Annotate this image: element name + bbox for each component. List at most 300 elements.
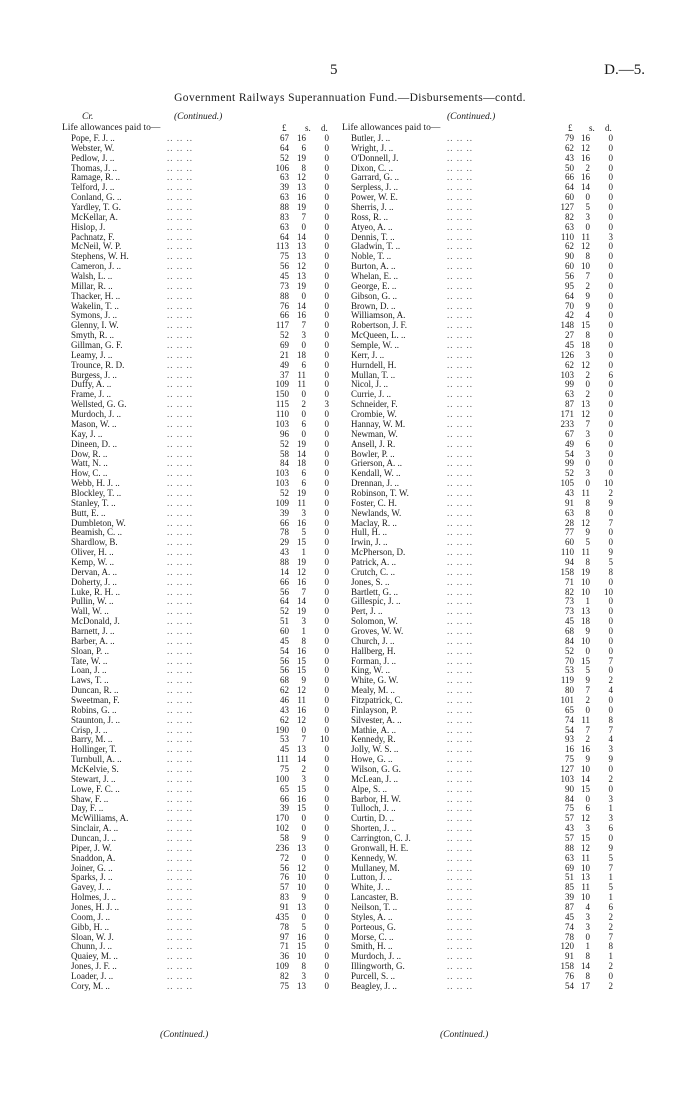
payee-name: Lutton, J. ..: [351, 872, 393, 883]
payee-name: Smyth, R. ..: [71, 330, 115, 341]
amount-shillings: 3: [301, 507, 306, 518]
payee-name: Mullan, T. ..: [351, 369, 396, 380]
payee-name: Brown, D. ..: [351, 300, 396, 311]
amount-shillings: 15: [581, 833, 590, 844]
amount-shillings: 5: [301, 921, 306, 932]
amount-pounds: 66: [280, 576, 289, 587]
amount-shillings: 0: [301, 290, 306, 301]
amount-pence: 0: [608, 241, 613, 252]
leader-dots: .. .. ..: [167, 231, 193, 242]
payee-name: Barry, M. ..: [71, 734, 113, 745]
amount-pence: 0: [324, 192, 329, 203]
amount-pence: 0: [324, 773, 329, 784]
payee-name: Crombie, W.: [351, 409, 397, 420]
payee-name: Fitzpatrick, C.: [351, 694, 403, 705]
amount-pounds: 43: [565, 823, 574, 834]
payee-name: Tate, W. ..: [71, 655, 108, 666]
shillings-header-left: s.: [305, 123, 311, 133]
amount-pounds: 111: [276, 754, 289, 765]
payee-name: Loader, J. ..: [71, 971, 114, 982]
leader-dots: .. .. ..: [447, 133, 473, 143]
amount-shillings: 15: [581, 783, 590, 794]
amount-pounds: 58: [280, 448, 289, 459]
payee-name: Pope, F. J. ..: [71, 133, 115, 143]
amount-shillings: 10: [297, 882, 306, 893]
amount-pence: 0: [608, 783, 613, 794]
amount-pence: 10: [604, 478, 613, 489]
leader-dots: .. .. ..: [447, 882, 473, 893]
amount-shillings: 11: [581, 547, 590, 558]
amount-shillings: 2: [585, 734, 590, 745]
amount-pounds: 78: [280, 921, 289, 932]
amount-shillings: 15: [297, 941, 306, 952]
amount-pence: 7: [608, 724, 613, 735]
amount-pence: 6: [608, 902, 613, 913]
amount-shillings: 0: [585, 704, 590, 715]
payee-name: McDonald, J.: [71, 616, 120, 627]
amount-pence: 0: [324, 635, 329, 646]
amount-pence: 0: [608, 576, 613, 587]
amount-pounds: 60: [280, 625, 289, 636]
amount-shillings: 4: [585, 902, 590, 913]
amount-pounds: 45: [565, 911, 574, 922]
amount-shillings: 0: [585, 478, 590, 489]
payee-name: Barber, A. ..: [71, 635, 115, 646]
amount-shillings: 10: [581, 576, 590, 587]
amount-shillings: 11: [297, 369, 306, 380]
amount-pounds: 84: [565, 635, 574, 646]
amount-pence: 0: [608, 271, 613, 282]
leader-dots: .. .. ..: [447, 892, 473, 903]
amount-pence: 0: [324, 330, 329, 341]
amount-shillings: 16: [297, 133, 306, 143]
amount-pence: 0: [324, 714, 329, 725]
payee-name: Currie, J. ..: [351, 389, 391, 400]
payee-name: Blockley, T. ..: [71, 487, 122, 498]
amount-pounds: 103: [275, 478, 289, 489]
leader-dots: .. .. ..: [167, 507, 193, 518]
allowance-row: [62, 420, 334, 430]
payee-name: Millar, R. ..: [71, 280, 113, 291]
payee-name: Duncan, J. ..: [71, 833, 116, 844]
amount-shillings: 0: [585, 458, 590, 469]
amount-pounds: 94: [565, 556, 574, 567]
payee-name: Hislop, J.: [71, 221, 106, 232]
payee-name: Robins, G. ..: [71, 704, 117, 715]
payee-name: Stanley, T. ..: [71, 497, 116, 508]
payee-name: Ansell, J. R.: [351, 438, 396, 449]
payee-name: Sloan, P. ..: [71, 645, 110, 656]
amount-pounds: 63: [280, 172, 289, 183]
leader-dots: .. .. ..: [167, 625, 193, 636]
amount-shillings: 13: [581, 399, 590, 410]
payee-name: Stewart, J. ..: [71, 773, 116, 784]
amount-pence: 8: [608, 566, 613, 577]
payee-name: Newlands, W.: [351, 507, 402, 518]
amount-pounds: 52: [280, 330, 289, 341]
leader-dots: .. .. ..: [447, 803, 473, 814]
amount-pence: 10: [320, 734, 329, 745]
payee-name: Styles, A. ..: [351, 911, 393, 922]
left-column: [62, 112, 334, 992]
payee-name: Watt, N. ..: [71, 458, 108, 469]
page-number: 5: [330, 62, 338, 78]
amount-pounds: 28: [565, 517, 574, 528]
amount-pounds: 45: [280, 635, 289, 646]
payee-name: King, W. ..: [351, 665, 391, 676]
leader-dots: .. .. ..: [447, 172, 473, 183]
payee-name: Schneider, F.: [351, 399, 398, 410]
amount-pence: 0: [608, 507, 613, 518]
amount-pounds: 73: [565, 596, 574, 607]
amount-pounds: 66: [565, 172, 574, 183]
amount-shillings: 3: [585, 428, 590, 439]
leader-dots: .. .. ..: [447, 310, 473, 321]
payee-name: Purcell, S. ..: [351, 971, 395, 982]
amount-shillings: 14: [297, 754, 306, 765]
payee-name: Sinclair, A. ..: [71, 823, 119, 834]
amount-pounds: 37: [280, 369, 289, 380]
amount-pounds: 27: [565, 330, 574, 341]
right-column: [342, 112, 620, 992]
payee-name: Quaiey, M. ..: [71, 951, 118, 962]
amount-shillings: 0: [301, 428, 306, 439]
leader-dots: .. .. ..: [167, 418, 193, 429]
amount-shillings: 14: [297, 300, 306, 311]
leader-dots: .. .. ..: [447, 714, 473, 725]
leader-dots: .. .. ..: [167, 211, 193, 222]
amount-pence: 0: [324, 162, 329, 173]
leader-dots: .. .. ..: [167, 497, 193, 508]
payee-name: Yardley, T. G.: [71, 202, 121, 213]
amount-shillings: 3: [301, 616, 306, 627]
amount-pounds: 73: [280, 280, 289, 291]
payee-name: Jones, J. F. ..: [71, 961, 117, 972]
payee-name: Groves, W. W.: [351, 625, 404, 636]
payee-name: Cory, M. ..: [71, 980, 110, 991]
leader-dots: .. .. ..: [447, 606, 473, 617]
amount-pounds: 63: [565, 221, 574, 232]
amount-pence: 0: [608, 448, 613, 459]
amount-pounds: 39: [280, 182, 289, 193]
leader-dots: .. .. ..: [447, 724, 473, 735]
amount-shillings: 7: [585, 685, 590, 696]
leader-dots: .. .. ..: [167, 921, 193, 932]
amount-pounds: 76: [280, 872, 289, 883]
amount-pounds: 110: [560, 547, 574, 558]
amount-pence: 2: [608, 773, 613, 784]
amount-shillings: 12: [297, 261, 306, 272]
leader-dots: .. .. ..: [447, 961, 473, 972]
amount-pounds: 75: [565, 803, 574, 814]
leader-dots: .. .. ..: [447, 625, 473, 636]
leader-dots: .. .. ..: [447, 271, 473, 282]
amount-shillings: 11: [297, 694, 306, 705]
payee-name: Morse, C. ..: [351, 931, 394, 942]
leader-dots: .. .. ..: [167, 911, 193, 922]
leader-dots: .. .. ..: [167, 596, 193, 607]
amount-shillings: 6: [301, 468, 306, 479]
leader-dots: .. .. ..: [167, 517, 193, 528]
amount-pence: 0: [324, 438, 329, 449]
amount-pounds: 75: [280, 251, 289, 262]
amount-pence: 0: [608, 202, 613, 213]
amount-shillings: 8: [585, 497, 590, 508]
amount-pounds: 16: [565, 744, 574, 755]
amount-pounds: 56: [280, 261, 289, 272]
amount-pence: 9: [608, 842, 613, 853]
amount-shillings: 10: [581, 764, 590, 774]
amount-shillings: 11: [581, 852, 590, 863]
amount-shillings: 18: [297, 349, 306, 360]
amount-pounds: 52: [280, 438, 289, 449]
leader-dots: .. .. ..: [447, 547, 473, 558]
amount-pounds: 82: [565, 211, 574, 222]
amount-pence: 0: [324, 675, 329, 686]
leader-dots: .. .. ..: [167, 192, 193, 203]
amount-pence: 0: [324, 133, 329, 143]
amount-pounds: 62: [565, 241, 574, 252]
payee-name: Dow, R. ..: [71, 448, 108, 459]
amount-pounds: 14: [280, 566, 289, 577]
leader-dots: .. .. ..: [447, 458, 473, 469]
amount-shillings: 0: [301, 340, 306, 351]
payee-name: Pullin, W. ..: [71, 596, 114, 607]
leader-dots: .. .. ..: [447, 527, 473, 538]
payee-name: Shardlow, B.: [71, 537, 118, 548]
amount-pounds: 79: [565, 133, 574, 143]
amount-pence: 9: [608, 497, 613, 508]
amount-pounds: 64: [565, 182, 574, 193]
amount-pounds: 51: [280, 616, 289, 627]
amount-pounds: 62: [565, 359, 574, 370]
leader-dots: .. .. ..: [447, 438, 473, 449]
amount-pounds: 36: [280, 951, 289, 962]
amount-pence: 4: [608, 734, 613, 745]
amount-shillings: 3: [585, 823, 590, 834]
leader-dots: .. .. ..: [167, 330, 193, 341]
amount-pence: 0: [324, 833, 329, 844]
leader-dots: .. .. ..: [447, 231, 473, 242]
payee-name: Wilson, G. G.: [351, 764, 401, 774]
leader-dots: .. .. ..: [167, 271, 193, 282]
amount-pence: 0: [608, 527, 613, 538]
payee-name: Kerr, J. ..: [351, 349, 385, 360]
leader-dots: .. .. ..: [167, 714, 193, 725]
payee-name: Leamy, J. ..: [71, 349, 113, 360]
amount-pence: 0: [324, 379, 329, 390]
amount-shillings: 13: [297, 842, 306, 853]
amount-pence: 0: [608, 409, 613, 420]
leader-dots: .. .. ..: [447, 655, 473, 666]
amount-pence: 3: [608, 744, 613, 755]
amount-pounds: 67: [280, 133, 289, 143]
payee-name: Doherty, J. ..: [71, 576, 117, 587]
leader-dots: .. .. ..: [167, 586, 193, 597]
leader-dots: .. .. ..: [167, 783, 193, 794]
amount-pence: 2: [608, 961, 613, 972]
amount-pence: 7: [608, 655, 613, 666]
amount-shillings: 12: [581, 142, 590, 153]
amount-pence: 8: [608, 941, 613, 952]
amount-shillings: 6: [301, 142, 306, 153]
leader-dots: .. .. ..: [167, 803, 193, 814]
payee-name: Atyeo, A. ..: [351, 221, 393, 232]
payee-name: Sparks, J. ..: [71, 872, 113, 883]
amount-pounds: 101: [560, 694, 574, 705]
payee-name: Sherris, J. ..: [351, 202, 394, 213]
amount-shillings: 11: [297, 379, 306, 390]
leader-dots: .. .. ..: [167, 980, 193, 991]
amount-shillings: 0: [301, 813, 306, 824]
amount-shillings: 4: [585, 310, 590, 321]
payee-name: Duffy, A. ..: [71, 379, 112, 390]
amount-pence: 0: [608, 665, 613, 676]
amount-pence: 0: [324, 852, 329, 863]
leader-dots: .. .. ..: [447, 330, 473, 341]
payee-name: Dumbleton, W.: [71, 517, 126, 528]
amount-shillings: 3: [301, 330, 306, 341]
amount-shillings: 15: [297, 803, 306, 814]
amount-pence: 0: [324, 793, 329, 804]
amount-shillings: 16: [581, 152, 590, 163]
leader-dots: .. .. ..: [447, 902, 473, 913]
amount-shillings: 18: [297, 458, 306, 469]
amount-pence: 0: [324, 537, 329, 548]
amount-shillings: 11: [581, 487, 590, 498]
amount-pence: 0: [324, 468, 329, 479]
amount-pence: 0: [608, 251, 613, 262]
amount-shillings: 0: [585, 793, 590, 804]
leader-dots: .. .. ..: [447, 221, 473, 232]
amount-pence: 0: [324, 951, 329, 962]
amount-pounds: 60: [565, 261, 574, 272]
payee-name: Gibb, H. ..: [71, 921, 109, 932]
payee-name: Burgess, J. ..: [71, 369, 117, 380]
leader-dots: .. .. ..: [167, 724, 193, 735]
amount-pounds: 91: [565, 951, 574, 962]
leader-dots: .. .. ..: [167, 468, 193, 479]
leader-dots: .. .. ..: [167, 133, 193, 143]
payee-name: Snaddon, A.: [71, 852, 116, 863]
payee-name: Thomas, J. ..: [71, 162, 117, 173]
amount-shillings: 13: [297, 241, 306, 252]
amount-shillings: 7: [301, 734, 306, 745]
amount-shillings: 10: [581, 261, 590, 272]
leader-dots: .. .. ..: [167, 813, 193, 824]
amount-shillings: 14: [297, 231, 306, 242]
leader-dots: .. .. ..: [447, 448, 473, 459]
leader-dots: .. .. ..: [447, 872, 473, 883]
amount-pence: 0: [324, 566, 329, 577]
amount-shillings: 10: [297, 951, 306, 962]
payee-name: Illingworth, G.: [351, 961, 405, 972]
amount-pounds: 76: [565, 971, 574, 982]
amount-pounds: 52: [280, 152, 289, 163]
amount-pounds: 54: [565, 980, 574, 991]
amount-pence: 0: [324, 724, 329, 735]
amount-shillings: 0: [585, 192, 590, 203]
amount-shillings: 3: [585, 921, 590, 932]
leader-dots: .. .. ..: [167, 793, 193, 804]
amount-pence: 0: [324, 586, 329, 597]
amount-pounds: 148: [560, 320, 574, 331]
amount-pounds: 56: [280, 586, 289, 597]
leader-dots: .. .. ..: [167, 172, 193, 183]
amount-pounds: 72: [280, 852, 289, 863]
leader-dots: .. .. ..: [167, 458, 193, 469]
amount-shillings: 5: [585, 202, 590, 213]
payee-name: Mealy, M. ..: [351, 685, 395, 696]
amount-pounds: 127: [560, 202, 574, 213]
leader-dots: .. .. ..: [447, 320, 473, 331]
amount-shillings: 3: [585, 211, 590, 222]
payee-name: Dennis, T. ..: [351, 231, 395, 242]
amount-pence: 0: [608, 833, 613, 844]
amount-pounds: 77: [565, 527, 574, 538]
payee-name: Noble, T. ..: [351, 251, 392, 262]
amount-pence: 0: [324, 547, 329, 558]
payee-name: Gibson, G. ..: [351, 290, 398, 301]
payee-name: Butt, E. ..: [71, 507, 106, 518]
amount-shillings: 10: [297, 872, 306, 883]
payee-name: Shorten, J. ..: [351, 823, 396, 834]
payee-name: Wellsted, G. G.: [71, 399, 127, 410]
leader-dots: .. .. ..: [167, 290, 193, 301]
amount-pence: 0: [324, 418, 329, 429]
leader-dots: .. .. ..: [447, 202, 473, 213]
leader-dots: .. .. ..: [167, 537, 193, 548]
payee-name: Luke, R. H. ..: [71, 586, 120, 597]
payee-name: Forman, J. ..: [351, 655, 396, 666]
left-allowance-list: [62, 134, 334, 992]
amount-shillings: 3: [585, 468, 590, 479]
amount-pounds: 39: [280, 803, 289, 814]
payee-name: Gladwin, T. ..: [351, 241, 401, 252]
amount-shillings: 0: [301, 724, 306, 735]
payee-name: Joiner, G. ..: [71, 862, 113, 873]
payee-name: Gillespic, J. ..: [351, 596, 401, 607]
amount-pence: 0: [608, 152, 613, 163]
leader-dots: .. .. ..: [167, 852, 193, 863]
amount-pence: 0: [324, 606, 329, 617]
amount-pounds: 74: [565, 714, 574, 725]
leader-dots: .. .. ..: [167, 902, 193, 913]
amount-pence: 0: [324, 596, 329, 607]
amount-pounds: 64: [280, 596, 289, 607]
amount-pounds: 158: [560, 566, 574, 577]
amount-shillings: 16: [297, 931, 306, 942]
payee-name: Wall, W. ..: [71, 606, 109, 617]
payee-name: Symons, J. ..: [71, 310, 118, 321]
payee-name: O'Donnell, J.: [351, 152, 399, 163]
amount-pounds: 58: [280, 833, 289, 844]
amount-shillings: 19: [581, 566, 590, 577]
payee-name: How, C. ..: [71, 468, 108, 479]
payee-name: Semple, W. ..: [351, 340, 400, 351]
amount-pence: 5: [608, 882, 613, 893]
amount-shillings: 16: [297, 793, 306, 804]
amount-pence: 0: [324, 142, 329, 153]
leader-dots: .. .. ..: [167, 773, 193, 784]
amount-shillings: 0: [585, 645, 590, 656]
amount-pounds: 60: [565, 192, 574, 203]
amount-pence: 0: [324, 685, 329, 696]
amount-shillings: 9: [301, 833, 306, 844]
amount-shillings: 10: [581, 862, 590, 873]
amount-shillings: 11: [297, 497, 306, 508]
amount-pounds: 97: [280, 931, 289, 942]
